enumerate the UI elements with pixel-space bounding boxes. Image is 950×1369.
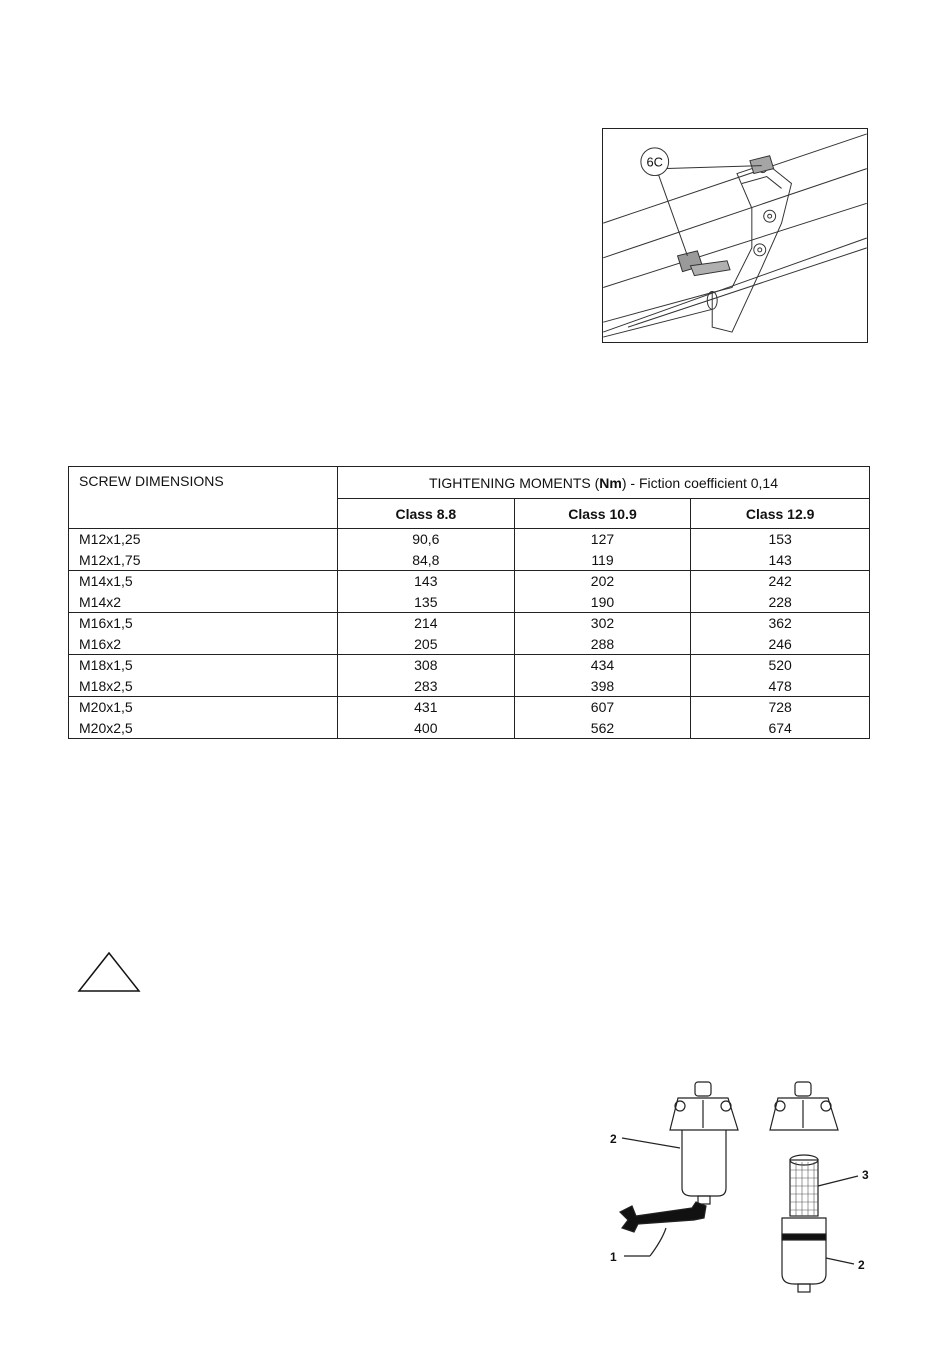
filter-illustration <box>600 1078 880 1303</box>
screw-size: M12x1,75 <box>79 551 141 568</box>
torque-value: 205 <box>414 635 438 652</box>
class-8-8-cell <box>338 571 515 613</box>
torque-value: 246 <box>768 635 792 652</box>
class-8-8-cell <box>338 613 515 655</box>
torque-value: 143 <box>414 573 438 589</box>
torque-value: 190 <box>590 593 615 610</box>
torque-value: 288 <box>590 635 615 652</box>
screw-cell <box>69 529 338 571</box>
filter-figure <box>600 1078 880 1303</box>
screw-size: M12x1,25 <box>79 531 141 547</box>
screw-cell <box>69 655 338 697</box>
screw-size: M16x1,5 <box>79 615 133 631</box>
class-12-9-cell <box>691 613 870 655</box>
class-8-8-cell <box>338 655 515 697</box>
torque-value: 143 <box>768 551 792 568</box>
screw-cell <box>69 697 338 739</box>
class-8-8-header: Class 8.8 <box>338 499 515 529</box>
torque-value: 434 <box>590 657 615 673</box>
table-row-group <box>69 655 870 697</box>
screw-dimensions-header-text: SCREW DIMENSIONS <box>79 473 224 489</box>
table-row-group <box>69 529 870 571</box>
torque-value: 119 <box>591 551 614 568</box>
screw-size: M16x2 <box>79 635 122 652</box>
torque-value: 362 <box>768 615 792 631</box>
class-8-8-cell <box>338 529 515 571</box>
tightening-moments-table <box>68 466 870 739</box>
callout-label: 6C <box>646 154 663 170</box>
torque-value: 607 <box>590 699 615 715</box>
table-row-group <box>69 613 870 655</box>
class-10-9-header: Class 10.9 <box>514 499 691 529</box>
screw-size: M20x2,5 <box>79 719 133 736</box>
torque-value: 202 <box>590 573 615 589</box>
torque-value: 674 <box>768 719 792 736</box>
moments-prefix: TIGHTENING MOMENTS ( <box>428 474 600 491</box>
torque-value: 302 <box>590 615 615 631</box>
class-10-9-cell <box>514 571 691 613</box>
torque-value: 398 <box>590 677 615 694</box>
torque-value: 283 <box>414 677 438 694</box>
class-10-9-cell <box>514 655 691 697</box>
class-12-9-cell <box>691 697 870 739</box>
label-2-left: 2 <box>610 1132 617 1146</box>
class-8-8-cell <box>338 697 515 739</box>
tightening-moments-header <box>338 467 870 499</box>
warning-triangle-icon <box>76 951 142 993</box>
torque-value: 214 <box>414 615 438 631</box>
torque-value: 520 <box>768 657 792 673</box>
class-12-9-cell <box>691 529 870 571</box>
table-row-group <box>69 697 870 739</box>
table-row-group <box>69 571 870 613</box>
screw-size: M14x2 <box>79 593 122 610</box>
torque-value: 308 <box>414 657 438 673</box>
moments-suffix: ) - Fiction coefficient 0,14 <box>621 474 779 491</box>
class-12-9-header: Class 12.9 <box>691 499 870 529</box>
moments-unit: Nm <box>599 474 622 491</box>
torque-value: 228 <box>768 593 792 610</box>
class-12-9-cell <box>691 571 870 613</box>
torque-value: 400 <box>414 719 438 736</box>
torque-value: 562 <box>590 719 615 736</box>
screw-size: M14x1,5 <box>79 573 133 589</box>
torque-value: 153 <box>768 531 792 547</box>
torque-value: 728 <box>768 699 792 715</box>
label-1: 1 <box>610 1250 617 1264</box>
class-10-9-cell <box>514 529 691 571</box>
screw-dimensions-header <box>69 467 338 529</box>
label-2-right: 2 <box>858 1258 865 1272</box>
torque-value: 90,6 <box>412 531 440 547</box>
label-3: 3 <box>862 1168 869 1182</box>
screw-cell <box>69 613 338 655</box>
torque-value: 478 <box>768 677 792 694</box>
class-10-9-cell <box>514 697 691 739</box>
torque-value: 242 <box>768 573 792 589</box>
torque-value: 431 <box>414 699 438 715</box>
screw-cell <box>69 571 338 613</box>
screw-size: M18x2,5 <box>79 677 133 694</box>
bracket-figure <box>602 128 868 343</box>
bracket-illustration <box>603 129 867 342</box>
torque-value: 135 <box>414 593 438 610</box>
screw-size: M20x1,5 <box>79 699 133 715</box>
torque-value: 127 <box>590 531 615 547</box>
torque-value: 84,8 <box>412 551 440 568</box>
screw-size: M18x1,5 <box>79 657 133 673</box>
class-12-9-cell <box>691 655 870 697</box>
class-10-9-cell <box>514 613 691 655</box>
